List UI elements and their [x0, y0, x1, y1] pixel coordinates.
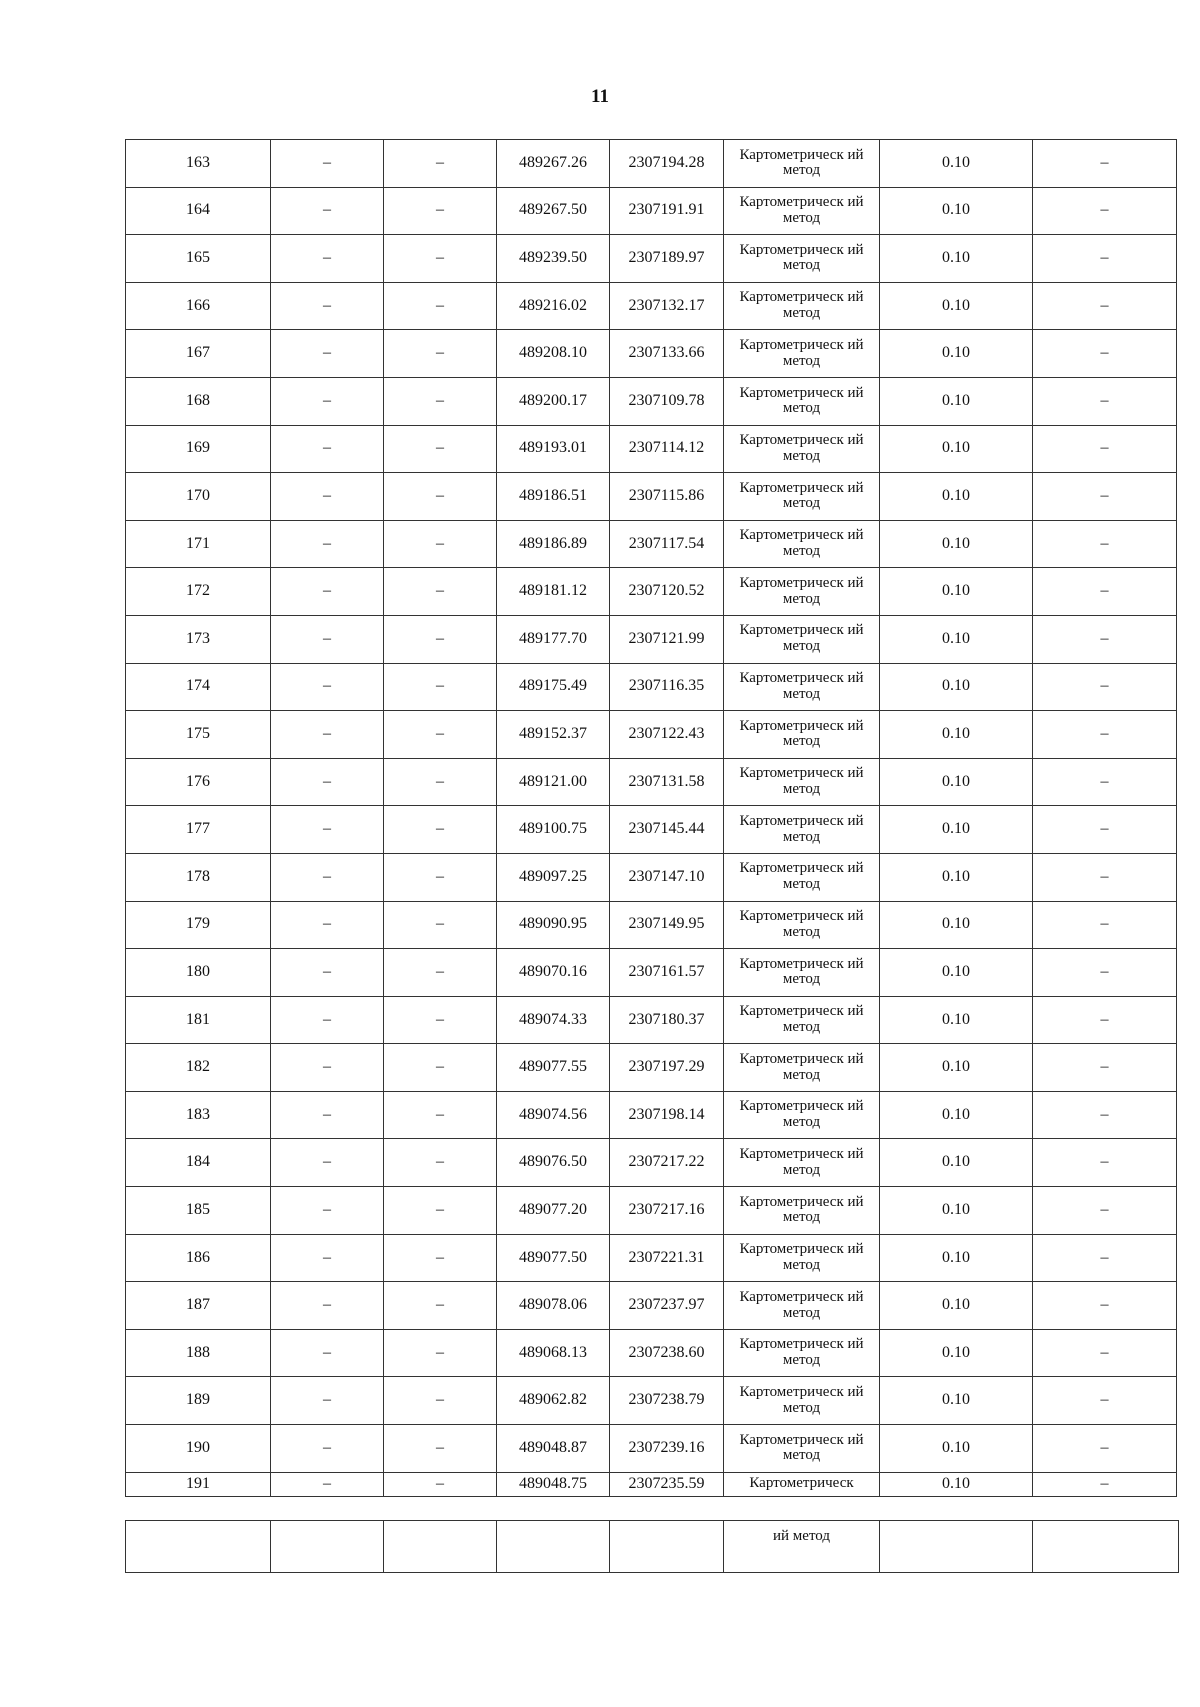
- cell-method: Картометрическ ий метод: [724, 663, 880, 711]
- table-row: [126, 806, 1177, 854]
- cell-method: Картометрическ ий метод: [724, 1234, 880, 1282]
- cell-col2: –: [271, 282, 384, 330]
- cell-col2: –: [271, 901, 384, 949]
- cell-col8: –: [1033, 806, 1177, 854]
- cell-col8: –: [1033, 425, 1177, 473]
- cell-col2: –: [271, 140, 384, 188]
- cell-accuracy: 0.10: [880, 1377, 1033, 1425]
- cell-col8: –: [1033, 1187, 1177, 1235]
- cell-col2: –: [271, 1425, 384, 1473]
- cell-col3: –: [384, 996, 497, 1044]
- cell-accuracy: 0.10: [880, 425, 1033, 473]
- cell-accuracy: 0.10: [880, 663, 1033, 711]
- cell-col2: –: [271, 1282, 384, 1330]
- cell-y: 2307149.95: [610, 901, 724, 949]
- cell-number: 191: [126, 1472, 271, 1496]
- table-row: [126, 425, 1177, 473]
- cell-y: 2307133.66: [610, 330, 724, 378]
- cell-col8: –: [1033, 663, 1177, 711]
- cell-method: Картометрическ ий метод: [724, 1091, 880, 1139]
- cell-col8: –: [1033, 1091, 1177, 1139]
- cell-y: 2307197.29: [610, 1044, 724, 1092]
- cell-number: 178: [126, 853, 271, 901]
- cell-method: Картометрическ ий метод: [724, 949, 880, 997]
- cell-col3: –: [384, 853, 497, 901]
- cell-x: 489077.50: [497, 1234, 610, 1282]
- cell-y: 2307161.57: [610, 949, 724, 997]
- cell-col3: –: [384, 425, 497, 473]
- cell-x: 489239.50: [497, 235, 610, 283]
- cell-col3: –: [384, 235, 497, 283]
- table-row: [126, 758, 1177, 806]
- cell-col2: –: [271, 187, 384, 235]
- cell-number: 171: [126, 520, 271, 568]
- cell-col3: –: [384, 1139, 497, 1187]
- cell-x: 489186.51: [497, 473, 610, 521]
- table-row: [126, 330, 1177, 378]
- cell-number: 166: [126, 282, 271, 330]
- cell-accuracy: 0.10: [880, 711, 1033, 759]
- cell-method: Картометрическ ий метод: [724, 806, 880, 854]
- cell-col2: –: [271, 1044, 384, 1092]
- cell-number: 186: [126, 1234, 271, 1282]
- cell-number: 175: [126, 711, 271, 759]
- cell-x: 489186.89: [497, 520, 610, 568]
- cell-col8: –: [1033, 282, 1177, 330]
- cell-method: Картометрическ ий метод: [724, 140, 880, 188]
- table-row: [126, 663, 1177, 711]
- cell-x: 489048.75: [497, 1472, 610, 1496]
- cell-x: 489077.20: [497, 1187, 610, 1235]
- cell-method: Картометрическ ий метод: [724, 568, 880, 616]
- cell-number: 184: [126, 1139, 271, 1187]
- cell-col8: –: [1033, 1329, 1177, 1377]
- cell-col3: [384, 1521, 497, 1573]
- table-row: [126, 282, 1177, 330]
- cell-x: 489193.01: [497, 425, 610, 473]
- cell-method: Картометрическ ий метод: [724, 1139, 880, 1187]
- cell-number: 176: [126, 758, 271, 806]
- cell-x: 489267.26: [497, 140, 610, 188]
- cell-col2: –: [271, 711, 384, 759]
- table-row: [126, 711, 1177, 759]
- cell-col3: –: [384, 1472, 497, 1496]
- cell-number: 180: [126, 949, 271, 997]
- cell-y: 2307117.54: [610, 520, 724, 568]
- cell-method: ий метод: [724, 1521, 880, 1573]
- table-row: [126, 568, 1177, 616]
- cell-method: Картометрическ ий метод: [724, 425, 880, 473]
- cell-y: [610, 1521, 724, 1573]
- cell-accuracy: 0.10: [880, 901, 1033, 949]
- cell-col8: –: [1033, 140, 1177, 188]
- cell-col8: –: [1033, 1139, 1177, 1187]
- cell-y: 2307238.79: [610, 1377, 724, 1425]
- cell-col3: –: [384, 1425, 497, 1473]
- cell-col8: –: [1033, 1472, 1177, 1496]
- cell-accuracy: 0.10: [880, 996, 1033, 1044]
- cell-col8: –: [1033, 520, 1177, 568]
- cell-accuracy: 0.10: [880, 853, 1033, 901]
- cell-accuracy: 0.10: [880, 235, 1033, 283]
- cell-y: 2307114.12: [610, 425, 724, 473]
- table-row: [126, 187, 1177, 235]
- cell-number: 172: [126, 568, 271, 616]
- cell-y: 2307221.31: [610, 1234, 724, 1282]
- page-number: 11: [591, 86, 609, 107]
- cell-col8: –: [1033, 1282, 1177, 1330]
- cell-method: Картометрическ ий метод: [724, 853, 880, 901]
- cell-y: 2307198.14: [610, 1091, 724, 1139]
- cell-number: [126, 1521, 271, 1573]
- cell-x: 489181.12: [497, 568, 610, 616]
- cell-y: 2307132.17: [610, 282, 724, 330]
- cell-col8: –: [1033, 330, 1177, 378]
- cell-y: 2307189.97: [610, 235, 724, 283]
- cell-y: 2307237.97: [610, 1282, 724, 1330]
- cell-number: 165: [126, 235, 271, 283]
- cell-col2: –: [271, 615, 384, 663]
- table-row: [126, 901, 1177, 949]
- cell-y: 2307238.60: [610, 1329, 724, 1377]
- cell-number: 164: [126, 187, 271, 235]
- cell-accuracy: 0.10: [880, 949, 1033, 997]
- cell-number: 187: [126, 1282, 271, 1330]
- table-row: [126, 1044, 1177, 1092]
- cell-method: Картометрическ ий метод: [724, 520, 880, 568]
- table-row: [126, 949, 1177, 997]
- cell-accuracy: 0.10: [880, 1234, 1033, 1282]
- cell-col3: –: [384, 1234, 497, 1282]
- cell-number: 190: [126, 1425, 271, 1473]
- cell-y: 2307122.43: [610, 711, 724, 759]
- cell-col8: –: [1033, 1234, 1177, 1282]
- cell-accuracy: 0.10: [880, 330, 1033, 378]
- cell-col3: –: [384, 711, 497, 759]
- cell-col3: –: [384, 758, 497, 806]
- cell-accuracy: 0.10: [880, 282, 1033, 330]
- cell-col8: –: [1033, 901, 1177, 949]
- cell-col8: [1033, 1521, 1179, 1573]
- cell-number: 188: [126, 1329, 271, 1377]
- cell-col8: –: [1033, 1425, 1177, 1473]
- cell-col2: –: [271, 758, 384, 806]
- cell-accuracy: 0.10: [880, 1187, 1033, 1235]
- cell-y: 2307120.52: [610, 568, 724, 616]
- table-row: [126, 996, 1177, 1044]
- cell-x: 489175.49: [497, 663, 610, 711]
- cell-y: 2307116.35: [610, 663, 724, 711]
- cell-col3: –: [384, 330, 497, 378]
- cell-y: 2307239.16: [610, 1425, 724, 1473]
- cell-accuracy: 0.10: [880, 1044, 1033, 1092]
- table-row: [126, 140, 1177, 188]
- table-row: [126, 377, 1177, 425]
- cell-col8: –: [1033, 377, 1177, 425]
- cell-x: 489048.87: [497, 1425, 610, 1473]
- table-row: [126, 1187, 1177, 1235]
- cell-y: 2307191.91: [610, 187, 724, 235]
- cell-accuracy: 0.10: [880, 187, 1033, 235]
- cell-x: 489267.50: [497, 187, 610, 235]
- coordinates-table: [125, 139, 1177, 1497]
- cell-y: 2307145.44: [610, 806, 724, 854]
- cell-method: Картометрическ ий метод: [724, 187, 880, 235]
- cell-col8: –: [1033, 949, 1177, 997]
- cell-method: Картометрическ ий метод: [724, 1282, 880, 1330]
- table-row: [126, 1091, 1177, 1139]
- cell-x: 489074.33: [497, 996, 610, 1044]
- cell-accuracy: 0.10: [880, 615, 1033, 663]
- cell-accuracy: 0.10: [880, 520, 1033, 568]
- cell-col8: –: [1033, 187, 1177, 235]
- cell-col3: –: [384, 1187, 497, 1235]
- cell-x: 489200.17: [497, 377, 610, 425]
- cell-number: 170: [126, 473, 271, 521]
- table-row: [126, 1139, 1177, 1187]
- cell-accuracy: 0.10: [880, 1472, 1033, 1496]
- cell-y: 2307180.37: [610, 996, 724, 1044]
- cell-method: Картометрическ ий метод: [724, 330, 880, 378]
- cell-method: Картометрическ ий метод: [724, 1329, 880, 1377]
- table-row: [126, 1521, 1179, 1573]
- cell-number: 173: [126, 615, 271, 663]
- cell-col8: –: [1033, 711, 1177, 759]
- cell-y: 2307217.16: [610, 1187, 724, 1235]
- cell-col2: –: [271, 1234, 384, 1282]
- cell-col3: –: [384, 140, 497, 188]
- cell-x: 489077.55: [497, 1044, 610, 1092]
- cell-x: 489074.56: [497, 1091, 610, 1139]
- cell-method: Картометрическ ий метод: [724, 1187, 880, 1235]
- cell-col2: –: [271, 1329, 384, 1377]
- cell-col3: –: [384, 520, 497, 568]
- cell-accuracy: 0.10: [880, 1329, 1033, 1377]
- cell-method: Картометрическ ий метод: [724, 615, 880, 663]
- cell-col2: –: [271, 996, 384, 1044]
- cell-number: 167: [126, 330, 271, 378]
- cell-accuracy: 0.10: [880, 758, 1033, 806]
- cell-col8: –: [1033, 996, 1177, 1044]
- cell-method: Картометрическ ий метод: [724, 1425, 880, 1473]
- cell-x: 489177.70: [497, 615, 610, 663]
- cell-x: 489121.00: [497, 758, 610, 806]
- cell-accuracy: 0.10: [880, 140, 1033, 188]
- cell-col8: –: [1033, 615, 1177, 663]
- cell-number: 179: [126, 901, 271, 949]
- cell-y: 2307131.58: [610, 758, 724, 806]
- cell-x: 489090.95: [497, 901, 610, 949]
- cell-method: Картометрическ ий метод: [724, 377, 880, 425]
- cell-col3: –: [384, 1091, 497, 1139]
- cell-number: 168: [126, 377, 271, 425]
- cell-y: 2307121.99: [610, 615, 724, 663]
- cell-number: 185: [126, 1187, 271, 1235]
- cell-col2: –: [271, 568, 384, 616]
- cell-col2: –: [271, 806, 384, 854]
- cell-number: 163: [126, 140, 271, 188]
- cell-number: 183: [126, 1091, 271, 1139]
- cell-x: 489062.82: [497, 1377, 610, 1425]
- cell-col8: –: [1033, 568, 1177, 616]
- table-row: [126, 1234, 1177, 1282]
- cell-col2: [271, 1521, 384, 1573]
- cell-col3: –: [384, 377, 497, 425]
- cell-col3: –: [384, 615, 497, 663]
- cell-col2: –: [271, 425, 384, 473]
- cell-col2: –: [271, 235, 384, 283]
- cell-col3: –: [384, 1044, 497, 1092]
- cell-accuracy: 0.10: [880, 377, 1033, 425]
- continuation-table: [125, 1520, 1179, 1573]
- cell-x: 489078.06: [497, 1282, 610, 1330]
- table-row: [126, 615, 1177, 663]
- cell-col2: –: [271, 1139, 384, 1187]
- cell-accuracy: 0.10: [880, 1425, 1033, 1473]
- cell-x: 489097.25: [497, 853, 610, 901]
- table-row: [126, 853, 1177, 901]
- table-row: [126, 520, 1177, 568]
- cell-col3: –: [384, 901, 497, 949]
- cell-accuracy: 0.10: [880, 806, 1033, 854]
- cell-number: 189: [126, 1377, 271, 1425]
- cell-col2: –: [271, 330, 384, 378]
- cell-accuracy: 0.10: [880, 1139, 1033, 1187]
- cell-col3: –: [384, 1282, 497, 1330]
- cell-y: 2307147.10: [610, 853, 724, 901]
- cell-col2: –: [271, 1187, 384, 1235]
- cell-col2: –: [271, 473, 384, 521]
- cell-col8: –: [1033, 235, 1177, 283]
- cell-col2: –: [271, 377, 384, 425]
- cell-accuracy: 0.10: [880, 473, 1033, 521]
- cell-col2: –: [271, 949, 384, 997]
- table-row: [126, 1282, 1177, 1330]
- cell-number: 177: [126, 806, 271, 854]
- cell-col3: –: [384, 473, 497, 521]
- cell-number: 182: [126, 1044, 271, 1092]
- cell-method: Картометрическ ий метод: [724, 1377, 880, 1425]
- cell-col2: –: [271, 1377, 384, 1425]
- cell-x: 489068.13: [497, 1329, 610, 1377]
- cell-col8: –: [1033, 473, 1177, 521]
- table-row: [126, 235, 1177, 283]
- table-row: [126, 1329, 1177, 1377]
- cell-method: Картометрическ ий метод: [724, 282, 880, 330]
- cell-method: Картометрическ ий метод: [724, 901, 880, 949]
- cell-method: Картометрическ ий метод: [724, 996, 880, 1044]
- table-row: [126, 1425, 1177, 1473]
- cell-method: Картометрическ ий метод: [724, 235, 880, 283]
- cell-method: Картометрическ ий метод: [724, 758, 880, 806]
- cell-accuracy: 0.10: [880, 1282, 1033, 1330]
- cell-x: 489152.37: [497, 711, 610, 759]
- cell-accuracy: 0.10: [880, 1091, 1033, 1139]
- cell-x: 489070.16: [497, 949, 610, 997]
- cell-method: Картометрическ ий метод: [724, 1044, 880, 1092]
- cell-col2: –: [271, 1472, 384, 1496]
- cell-y: 2307115.86: [610, 473, 724, 521]
- cell-method: Картометрическ: [724, 1472, 880, 1496]
- cell-number: 169: [126, 425, 271, 473]
- cell-col8: –: [1033, 1377, 1177, 1425]
- cell-method: Картометрическ ий метод: [724, 711, 880, 759]
- cell-col3: –: [384, 806, 497, 854]
- cell-col2: –: [271, 1091, 384, 1139]
- cell-number: 174: [126, 663, 271, 711]
- cell-col3: –: [384, 663, 497, 711]
- cell-number: 181: [126, 996, 271, 1044]
- cell-x: 489216.02: [497, 282, 610, 330]
- cell-accuracy: 0.10: [880, 568, 1033, 616]
- table-row: [126, 473, 1177, 521]
- cell-col8: –: [1033, 1044, 1177, 1092]
- cell-col3: –: [384, 568, 497, 616]
- cell-col3: –: [384, 949, 497, 997]
- cell-col8: –: [1033, 758, 1177, 806]
- cell-col3: –: [384, 1329, 497, 1377]
- cell-col8: –: [1033, 853, 1177, 901]
- cell-y: 2307217.22: [610, 1139, 724, 1187]
- cell-y: 2307194.28: [610, 140, 724, 188]
- table-row: [126, 1472, 1177, 1496]
- cell-col2: –: [271, 853, 384, 901]
- cell-x: 489100.75: [497, 806, 610, 854]
- cell-col3: –: [384, 1377, 497, 1425]
- cell-col2: –: [271, 663, 384, 711]
- cell-x: 489076.50: [497, 1139, 610, 1187]
- cell-col2: –: [271, 520, 384, 568]
- cell-accuracy: [880, 1521, 1033, 1573]
- cell-method: Картометрическ ий метод: [724, 473, 880, 521]
- cell-col3: –: [384, 187, 497, 235]
- cell-x: 489208.10: [497, 330, 610, 378]
- cell-col3: –: [384, 282, 497, 330]
- cell-y: 2307109.78: [610, 377, 724, 425]
- cell-y: 2307235.59: [610, 1472, 724, 1496]
- table-row: [126, 1377, 1177, 1425]
- cell-x: [497, 1521, 610, 1573]
